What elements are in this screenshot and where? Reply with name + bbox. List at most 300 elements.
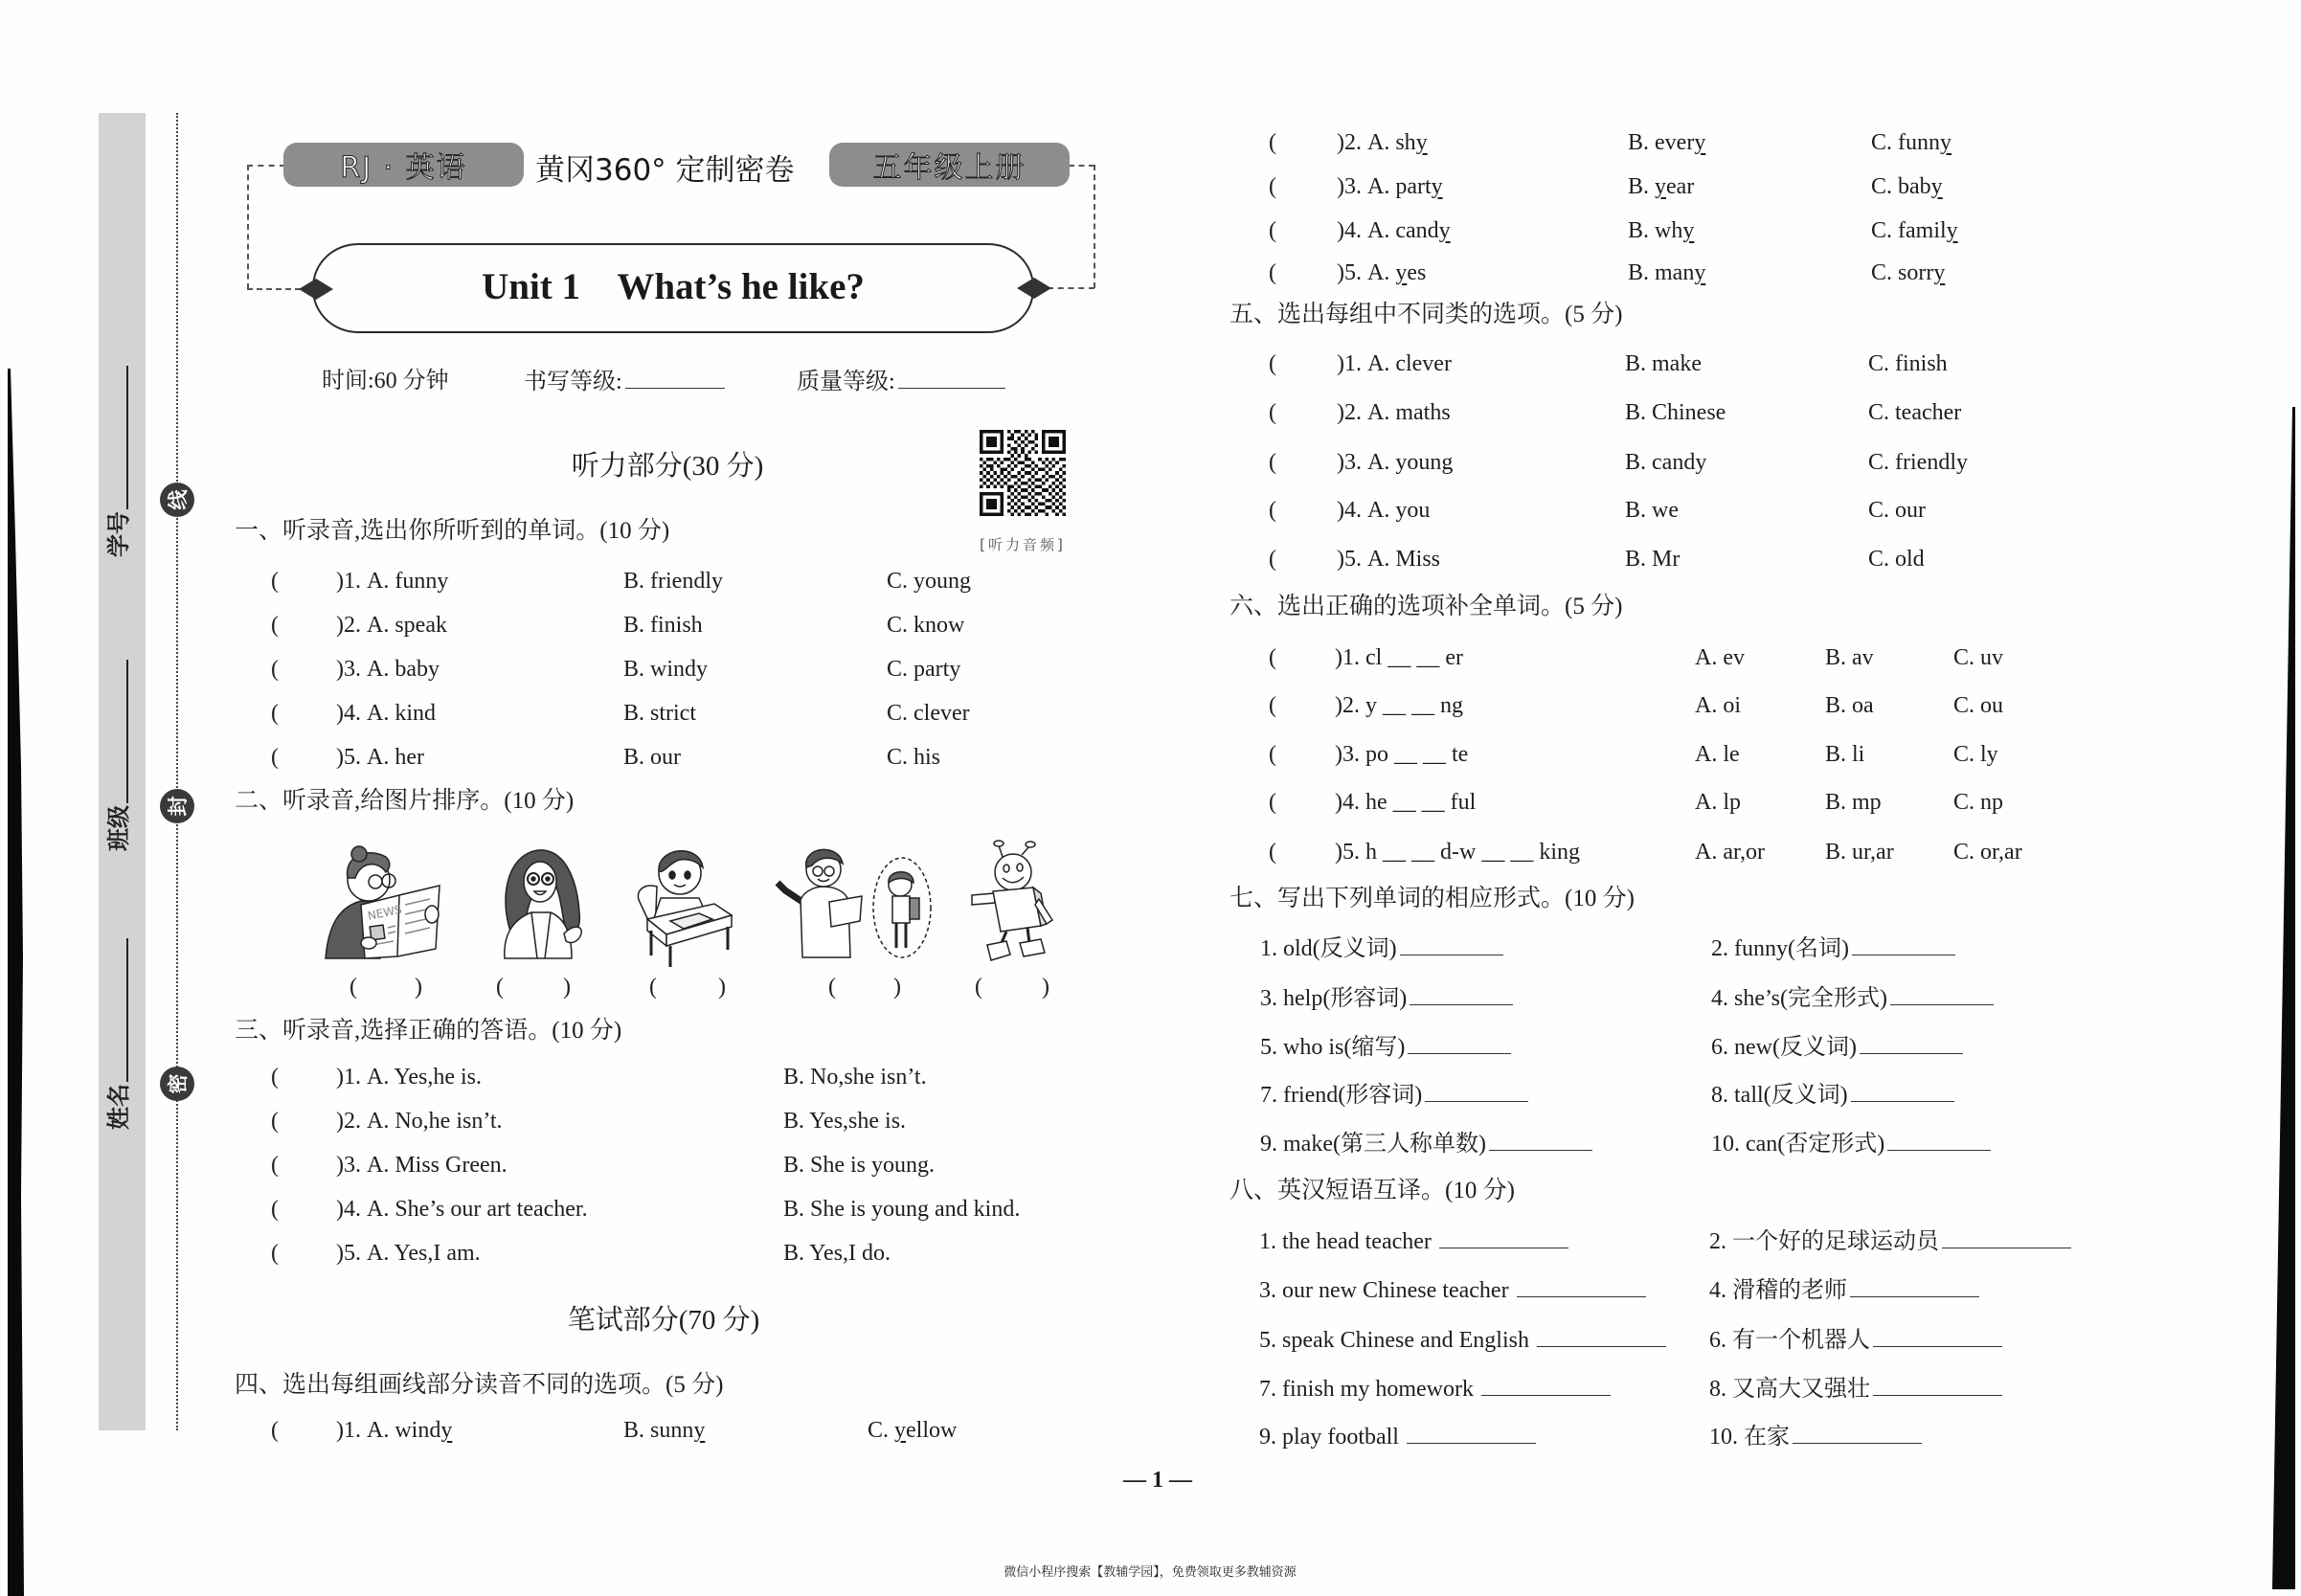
word-part: part <box>1395 174 1432 199</box>
paren-close: ) <box>1337 130 1344 155</box>
underlined-letter: y <box>1431 174 1443 199</box>
paren-open: ( <box>1269 742 1276 767</box>
question-number: 2. <box>1344 400 1362 425</box>
q2-title: 二、听录音,给图片排序。(10 分) <box>235 788 575 814</box>
answer-line[interactable] <box>1408 1032 1511 1054</box>
paren-close: ) <box>893 975 901 1000</box>
option-c: C. our <box>1868 498 1926 523</box>
option-c <box>1871 216 1958 245</box>
option-label: B. <box>623 1418 651 1443</box>
q8-item <box>1709 1325 2002 1354</box>
option-a: A. Miss Green. <box>367 1153 508 1178</box>
option-c: C. ly <box>1953 742 1998 767</box>
paren-open: ( <box>1269 790 1276 815</box>
option-a: A. ar,or <box>1695 840 1766 865</box>
answer-line[interactable] <box>1407 1422 1536 1444</box>
prompt: 7. friend(形容词) <box>1260 1083 1423 1108</box>
student-number-field[interactable] <box>104 366 133 557</box>
name-field[interactable] <box>104 938 133 1130</box>
underlined-letter: y <box>1694 130 1706 155</box>
option-c: C. friendly <box>1868 450 1968 475</box>
q8-item <box>1709 1226 2071 1255</box>
option-a: A. kind <box>367 701 436 726</box>
option-a: A. le <box>1695 742 1740 767</box>
paren-close: ) <box>1335 693 1342 718</box>
name-line[interactable] <box>126 938 128 1082</box>
option-b: B. She is young and kind. <box>783 1197 1021 1222</box>
answer-line[interactable] <box>1489 1129 1592 1151</box>
option-a <box>1367 130 1428 155</box>
q7-item <box>1260 1129 1592 1158</box>
class-line[interactable] <box>126 660 128 803</box>
option-label: C. <box>868 1418 895 1443</box>
q5-row <box>1269 349 1948 378</box>
paren-close: ) <box>1335 790 1342 815</box>
underlined-letter: y <box>1682 218 1695 243</box>
q8-item <box>1709 1422 1922 1450</box>
q7-item <box>1711 1032 1963 1061</box>
option-c: C. uv <box>1953 645 2004 670</box>
paren-open: ( <box>1269 645 1276 670</box>
question-number: 2. <box>344 613 361 638</box>
answer-line[interactable] <box>1942 1226 2071 1248</box>
incomplete-word: po __ __ te <box>1365 742 1469 767</box>
option-b: B. windy <box>623 657 709 682</box>
option-b: B. Yes,I do. <box>783 1241 891 1266</box>
option-a <box>367 1418 452 1443</box>
option-label: A. <box>1367 260 1396 285</box>
answer-blank[interactable] <box>271 1107 344 1135</box>
option-label: C. <box>1871 174 1899 199</box>
q4-title: 四、选出每组画线部分读音不同的选项。(5 分) <box>235 1372 724 1398</box>
footer-notice: 微信小程序搜索【教辅学园】，免费领取更多教辅资源 <box>1004 1565 1297 1580</box>
question-number: 3. <box>1344 174 1362 199</box>
question-number: 4. <box>1342 790 1360 815</box>
underlined-letter: y <box>1933 260 1946 285</box>
unit-title: Unit 1 What’s he like? <box>482 266 865 307</box>
answer-line[interactable] <box>1410 983 1513 1005</box>
question-number: 5. <box>344 1241 361 1266</box>
option-a: A. lp <box>1695 790 1741 815</box>
option-a: A. maths <box>1367 400 1451 425</box>
page-number: — 1 — <box>1123 1468 1192 1493</box>
option-b: B. oa <box>1825 693 1874 718</box>
question-number: 4. <box>344 701 361 726</box>
answer-line[interactable] <box>1439 1226 1568 1248</box>
prompt: 3. help(形容词) <box>1260 986 1408 1011</box>
q5-title: 五、选出每组中不同类的选项。(5 分) <box>1229 302 1623 327</box>
option-label: A. <box>367 1418 395 1443</box>
paren-close: ) <box>336 1153 344 1178</box>
paren-open: ( <box>1269 218 1276 243</box>
answer-blank[interactable] <box>1269 259 1344 287</box>
option-b: B. li <box>1825 742 1865 767</box>
option-a: A. her <box>367 745 424 770</box>
paren-open: ( <box>1269 840 1276 865</box>
answer-blank[interactable] <box>271 1151 344 1180</box>
paren-close: ) <box>1335 742 1342 767</box>
question-number: 1. <box>344 1418 361 1443</box>
option-b: B. we <box>1625 498 1679 523</box>
paren-close: ) <box>336 1109 344 1134</box>
underlined-letter: y <box>894 1418 907 1443</box>
q1-title: 一、听录音,选出你所听到的单词。(10 分) <box>235 518 670 544</box>
incomplete-word: cl __ __ er <box>1365 645 1463 670</box>
answer-blank[interactable] <box>1269 691 1342 720</box>
option-c: C. old <box>1868 547 1925 572</box>
option-label: A. <box>1367 218 1396 243</box>
student-number-line[interactable] <box>126 366 128 509</box>
series-title: 黄冈360° 定制密卷 <box>535 153 795 188</box>
option-a <box>1367 260 1426 285</box>
q3-row <box>271 1195 1021 1224</box>
connector-dashed-right-bottom <box>1048 287 1094 289</box>
word-part: wind <box>395 1418 441 1443</box>
underlined-letter: y <box>440 1418 453 1443</box>
answer-line[interactable] <box>1537 1325 1666 1347</box>
q8-title: 八、英汉短语互译。(10 分) <box>1229 1178 1515 1203</box>
underlined-letter: y <box>693 1418 706 1443</box>
paren-close: ) <box>1337 400 1344 425</box>
q7-item <box>1260 1080 1528 1109</box>
option-c: C. finish <box>1868 351 1948 376</box>
q7-item <box>1711 1129 1991 1158</box>
q4-row <box>271 1416 958 1445</box>
underlined-letter: y <box>1438 218 1451 243</box>
answer-line[interactable] <box>1793 1422 1922 1444</box>
prompt: 7. finish my homework <box>1259 1377 1474 1402</box>
incomplete-word: he __ __ ful <box>1365 790 1477 815</box>
q8-item <box>1709 1374 2002 1403</box>
question-number: 4. <box>1344 218 1362 243</box>
writing-grade-line[interactable] <box>625 367 725 389</box>
option-c: C. np <box>1953 790 2004 815</box>
paren-open: ( <box>828 975 836 1000</box>
paren-close: ) <box>1335 645 1342 670</box>
word-part: sorr <box>1898 260 1934 285</box>
paren-close: ) <box>336 1241 344 1266</box>
connector-dashed-left <box>247 165 249 289</box>
q1-row <box>271 699 970 728</box>
answer-line[interactable] <box>1851 1080 1954 1102</box>
option-a: A. She’s our art teacher. <box>367 1197 588 1222</box>
q7-item <box>1711 933 1955 962</box>
option-c: C. party <box>887 657 961 682</box>
word-part: es <box>1407 260 1427 285</box>
answer-blank[interactable] <box>271 611 344 640</box>
q4-row <box>1269 128 1952 157</box>
answer-line[interactable] <box>1873 1374 2002 1396</box>
connector-dashed-left-top <box>247 165 285 167</box>
writing-grade <box>524 367 725 396</box>
option-b: B. our <box>623 745 681 770</box>
option-label: B. <box>1628 130 1656 155</box>
answer-blank[interactable] <box>1269 349 1344 378</box>
question-number: 5. <box>1344 260 1362 285</box>
answer-blank[interactable] <box>271 1063 344 1091</box>
connector-dashed-left-bottom <box>247 288 301 290</box>
prompt: 6. 有一个机器人 <box>1709 1328 1870 1353</box>
option-label: C. <box>1871 218 1899 243</box>
q5-row <box>1269 448 1968 477</box>
option-label: B. <box>1628 260 1656 285</box>
q6-title: 六、选出正确的选项补全单词。(5 分) <box>1229 594 1623 619</box>
word-part: cand <box>1395 218 1439 243</box>
paren-close: ) <box>1337 547 1344 572</box>
q6-row <box>1269 643 2004 672</box>
paren-close: ) <box>1337 498 1344 523</box>
q5-row <box>1269 496 1926 525</box>
writing-part-title: 笔试部分(70 分) <box>567 1305 760 1336</box>
answer-blank[interactable] <box>271 1195 344 1224</box>
paren-close: ) <box>336 701 344 726</box>
student-number-label: 学号 <box>105 511 132 557</box>
option-b: B. finish <box>623 613 703 638</box>
question-number: 2. <box>1344 130 1362 155</box>
option-b <box>1628 259 1705 287</box>
q7-item <box>1260 933 1503 962</box>
answer-line[interactable] <box>1873 1325 2002 1347</box>
underlined-letter: y <box>1946 218 1958 243</box>
prompt: 9. make(第三人称单数) <box>1260 1132 1486 1157</box>
option-a <box>1367 218 1451 243</box>
qr-caption: [听力音频] <box>980 536 1066 553</box>
paren-close: ) <box>336 745 344 770</box>
picture-answer-blank[interactable] <box>975 973 1049 1001</box>
answer-blank[interactable] <box>1269 172 1344 201</box>
paren-open: ( <box>271 745 279 770</box>
word-part: sh <box>1395 130 1416 155</box>
q7-item <box>1260 983 1513 1012</box>
option-a: A. Miss <box>1367 547 1441 572</box>
option-b: B. No,she isn’t. <box>783 1065 927 1090</box>
q4-row <box>1269 259 1946 287</box>
paren-open: ( <box>1269 174 1276 199</box>
underlined-letter: y <box>1694 260 1706 285</box>
answer-blank[interactable] <box>271 655 344 684</box>
answer-blank[interactable] <box>271 699 344 728</box>
paren-open: ( <box>271 657 279 682</box>
option-b: B. make <box>1625 351 1702 376</box>
picture-teacher-with-student <box>774 843 940 959</box>
underlined-letter: y <box>1655 174 1667 199</box>
option-label: A. <box>1367 130 1396 155</box>
word-part: ever <box>1655 130 1695 155</box>
paren-open: ( <box>496 975 504 1000</box>
option-a: A. speak <box>367 613 447 638</box>
paren-open: ( <box>1269 498 1276 523</box>
paren-open: ( <box>271 1241 279 1266</box>
option-b: B. Mr <box>1625 547 1681 572</box>
answer-blank[interactable] <box>271 1416 344 1445</box>
q6-row <box>1269 740 1998 769</box>
paren-close: ) <box>1337 450 1344 475</box>
paren-open: ( <box>271 613 279 638</box>
answer-line[interactable] <box>1860 1032 1963 1054</box>
paren-open: ( <box>271 1418 279 1443</box>
paren-close: ) <box>1337 351 1344 376</box>
option-c <box>1871 172 1943 201</box>
answer-blank[interactable] <box>271 567 344 596</box>
prompt: 5. who is(缩写) <box>1260 1035 1406 1060</box>
paren-open: ( <box>271 1109 279 1134</box>
seal-mark-seal: 封 <box>160 789 194 823</box>
prompt: 2. funny(名词) <box>1711 936 1849 961</box>
option-label: B. <box>1628 174 1656 199</box>
class-field[interactable] <box>104 660 133 851</box>
underlined-letter: y <box>1415 130 1428 155</box>
picture-answer-blank[interactable] <box>496 973 571 1001</box>
answer-line[interactable] <box>1517 1275 1646 1297</box>
q8-item <box>1259 1325 1666 1354</box>
paren-open: ( <box>1269 693 1276 718</box>
answer-blank[interactable] <box>1269 216 1344 245</box>
seal-mark-line: 线 <box>160 483 194 517</box>
word-part: famil <box>1898 218 1947 243</box>
option-b: B. strict <box>623 701 696 726</box>
answer-blank[interactable] <box>1269 788 1342 817</box>
picture-boy-writing-at-desk <box>632 843 734 969</box>
option-c: C. ou <box>1953 693 2004 718</box>
option-b: B. She is young. <box>783 1153 936 1178</box>
question-number: 3. <box>1342 742 1360 767</box>
answer-line[interactable] <box>1852 933 1955 955</box>
option-b <box>1628 128 1705 157</box>
answer-blank[interactable] <box>1269 643 1342 672</box>
word-part: ear <box>1666 174 1695 199</box>
word-part: ellow <box>906 1418 958 1443</box>
prompt: 6. new(反义词) <box>1711 1035 1857 1060</box>
answer-blank[interactable] <box>1269 838 1342 866</box>
q8-item <box>1259 1226 1568 1255</box>
prompt: 8. 又高大又强壮 <box>1709 1377 1870 1402</box>
q8-item <box>1259 1422 1536 1450</box>
option-b: B. friendly <box>623 569 723 594</box>
paren-close: ) <box>1335 840 1342 865</box>
option-b <box>1628 216 1694 245</box>
answer-blank[interactable] <box>1269 545 1344 573</box>
paren-open: ( <box>271 569 279 594</box>
word-part: funn <box>1898 130 1941 155</box>
underlined-letter: y <box>1930 174 1943 199</box>
grade-badge: 五年级上册 <box>829 143 1070 187</box>
prompt: 1. the head teacher <box>1259 1229 1432 1254</box>
answer-line[interactable] <box>1850 1275 1979 1297</box>
option-a: A. baby <box>367 657 440 682</box>
answer-blank[interactable] <box>1269 496 1344 525</box>
answer-line[interactable] <box>1887 1129 1991 1151</box>
option-b: B. candy <box>1625 450 1707 475</box>
answer-blank[interactable] <box>271 1239 344 1268</box>
prompt: 5. speak Chinese and English <box>1259 1328 1529 1353</box>
option-b: B. ur,ar <box>1825 840 1894 865</box>
paren-close: ) <box>336 569 344 594</box>
paren-open: ( <box>1269 351 1276 376</box>
paren-close: ) <box>336 1418 344 1443</box>
answer-line[interactable] <box>1425 1080 1528 1102</box>
prompt: 10. can(否定形式) <box>1711 1132 1885 1157</box>
option-c: C. teacher <box>1868 400 1962 425</box>
q4-row <box>1269 172 1943 201</box>
q8-item <box>1259 1374 1611 1403</box>
answer-line[interactable] <box>1481 1374 1611 1396</box>
option-label: C. <box>1871 260 1899 285</box>
paren-close: ) <box>336 1065 344 1090</box>
option-label: B. <box>1628 218 1656 243</box>
question-number: 3. <box>344 657 361 682</box>
question-number: 1. <box>1342 645 1360 670</box>
paren-open: ( <box>1269 400 1276 425</box>
paren-close: ) <box>718 975 726 1000</box>
option-label: C. <box>1871 130 1899 155</box>
picture-answer-blank[interactable] <box>350 973 422 1001</box>
q1-row <box>271 567 972 596</box>
answer-blank[interactable] <box>1269 128 1344 157</box>
answer-blank[interactable] <box>271 743 344 772</box>
q8-item <box>1709 1275 1979 1304</box>
q6-row <box>1269 788 2004 817</box>
quality-grade-line[interactable] <box>898 367 1005 389</box>
prompt: 8. tall(反义词) <box>1711 1083 1848 1108</box>
paren-close: ) <box>415 975 422 1000</box>
paren-close: ) <box>1337 174 1344 199</box>
answer-line[interactable] <box>1890 983 1994 1005</box>
q8-item <box>1259 1275 1646 1304</box>
answer-blank[interactable] <box>1269 448 1344 477</box>
option-c <box>1871 128 1951 157</box>
underlined-letter: y <box>1395 260 1408 285</box>
question-number: 4. <box>344 1197 361 1222</box>
question-number: 4. <box>1344 498 1362 523</box>
paren-close: ) <box>336 613 344 638</box>
paren-close: ) <box>1337 260 1344 285</box>
question-number: 2. <box>344 1109 361 1134</box>
connector-dashed-right-top <box>1069 165 1094 167</box>
q7-item <box>1260 1032 1511 1061</box>
incomplete-word: h __ __ d-w __ __ king <box>1365 840 1580 865</box>
answer-blank[interactable] <box>1269 398 1344 427</box>
question-number: 2. <box>1342 693 1360 718</box>
paren-open: ( <box>350 975 357 1000</box>
option-label: A. <box>1367 174 1396 199</box>
prompt: 10. 在家 <box>1709 1425 1790 1450</box>
picture-answer-blank[interactable] <box>828 973 901 1001</box>
q7-item <box>1711 983 1994 1012</box>
underlined-letter: y <box>1940 130 1952 155</box>
option-a: A. Yes,he is. <box>367 1065 483 1090</box>
picture-answer-blank[interactable] <box>649 973 726 1001</box>
option-b: B. Chinese <box>1625 400 1726 425</box>
option-b: B. av <box>1825 645 1874 670</box>
q7-item <box>1711 1080 1954 1109</box>
option-b <box>623 1416 705 1445</box>
answer-blank[interactable] <box>1269 740 1342 769</box>
option-a: A. young <box>1367 450 1454 475</box>
question-number: 5. <box>1344 547 1362 572</box>
writing-grade-label: 书写等级: <box>524 370 622 394</box>
option-c: C. young <box>887 569 972 594</box>
paren-close: ) <box>336 657 344 682</box>
paren-open: ( <box>1269 450 1276 475</box>
time-limit: 时间:60 分钟 <box>322 369 449 393</box>
picture-robot <box>970 838 1055 964</box>
picture-old-man-reading-newspaper <box>323 845 443 960</box>
answer-line[interactable] <box>1400 933 1503 955</box>
option-c: C. his <box>887 745 941 770</box>
qr-code-icon[interactable] <box>980 429 1066 517</box>
question-number: 5. <box>1342 840 1360 865</box>
paren-open: ( <box>1269 547 1276 572</box>
